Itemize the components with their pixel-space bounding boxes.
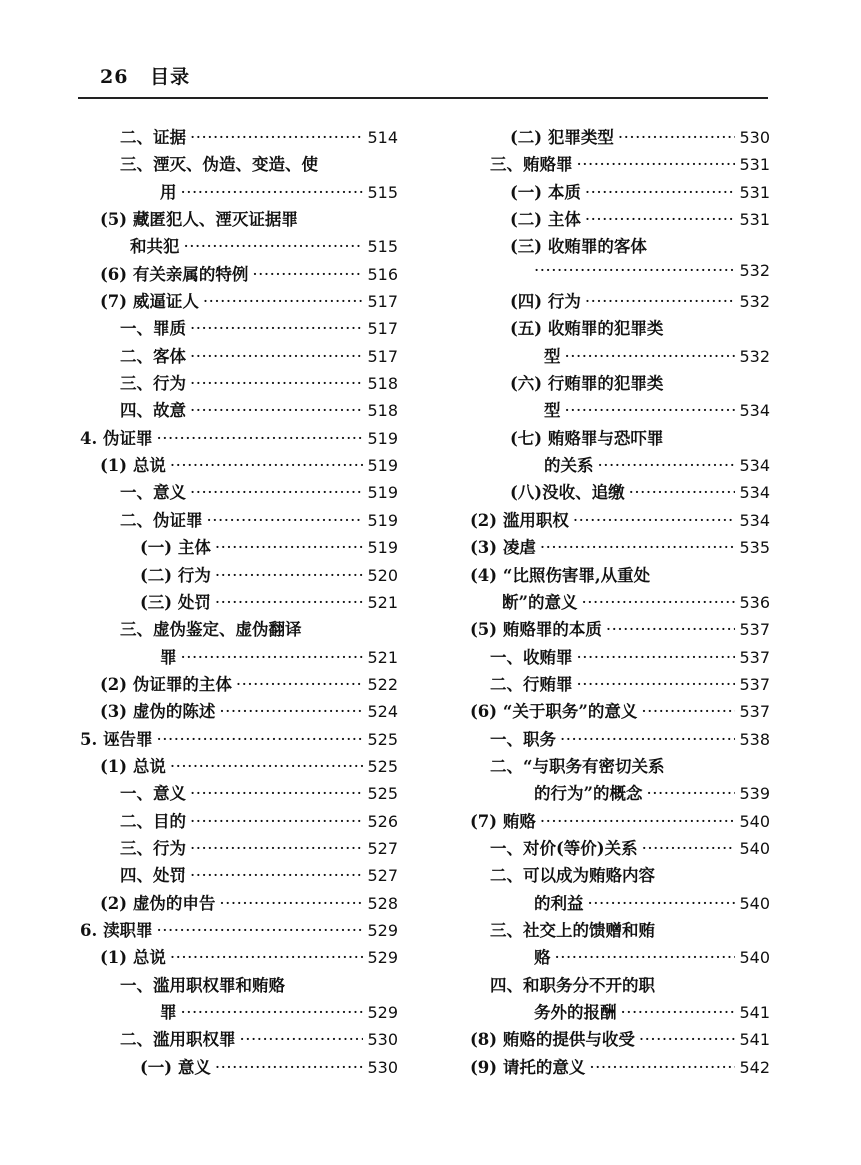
toc-entry bbox=[80, 671, 398, 698]
toc-entry-page: 539 bbox=[739, 784, 770, 804]
toc-entry-page: 529 bbox=[367, 1003, 398, 1022]
toc-entry-title: (2) 虚伪的申告 bbox=[100, 893, 216, 913]
toc-leader-dots bbox=[534, 261, 735, 280]
page-number: 26 bbox=[100, 66, 129, 88]
toc-entry-page: 515 bbox=[367, 237, 398, 257]
toc-leader-dots bbox=[170, 456, 364, 475]
toc-entry bbox=[470, 1054, 770, 1081]
toc-entry bbox=[470, 507, 770, 534]
toc-entry bbox=[470, 233, 770, 260]
toc-entry bbox=[470, 944, 770, 971]
toc-entry bbox=[80, 944, 398, 971]
toc-entry-title: 一、意义 bbox=[120, 784, 186, 804]
toc-entry-page: 521 bbox=[367, 592, 398, 612]
toc-entry-page: 534 bbox=[739, 401, 770, 421]
toc-right-column bbox=[470, 124, 770, 1081]
toc-leader-dots bbox=[181, 1003, 364, 1022]
toc-entry-page: 519 bbox=[367, 428, 398, 448]
toc-entry-title: 二、“与职务有密切关系 bbox=[490, 756, 665, 776]
toc-entry bbox=[80, 780, 398, 807]
toc-entry-page: 525 bbox=[367, 784, 398, 804]
toc-leader-dots bbox=[585, 210, 736, 229]
toc-leader-dots bbox=[184, 237, 364, 256]
toc-entry bbox=[80, 999, 398, 1026]
toc-entry bbox=[470, 370, 770, 397]
toc-entry-title: (七) 贿赂罪与恐吓罪 bbox=[510, 428, 664, 448]
toc-entry-title: 断”的意义 bbox=[502, 592, 578, 612]
toc-entry bbox=[80, 1026, 398, 1053]
toc-leader-dots bbox=[190, 128, 363, 147]
toc-entry-page: 515 bbox=[367, 182, 398, 202]
toc-entry bbox=[80, 890, 398, 917]
toc-leader-dots bbox=[598, 456, 736, 475]
toc-entry bbox=[80, 616, 398, 643]
toc-entry bbox=[470, 616, 770, 643]
toc-leader-dots bbox=[190, 347, 363, 366]
toc-entry bbox=[470, 425, 770, 452]
toc-entry-title: (2) 滥用职权 bbox=[470, 510, 569, 530]
toc-entry bbox=[80, 589, 398, 616]
toc-leader-dots bbox=[240, 1030, 364, 1049]
toc-entry bbox=[470, 343, 770, 370]
toc-leader-dots bbox=[236, 675, 364, 694]
toc-entry-page: 537 bbox=[739, 702, 770, 722]
toc-entry bbox=[80, 233, 398, 260]
toc-entry bbox=[80, 562, 398, 589]
toc-entry-title: 四、和职务分不开的职 bbox=[490, 975, 655, 995]
toc-leader-dots bbox=[647, 784, 736, 803]
toc-leader-dots bbox=[585, 292, 736, 311]
toc-leader-dots bbox=[639, 1030, 736, 1049]
toc-entry bbox=[80, 370, 398, 397]
toc-entry-title: 6. 渎职罪 bbox=[80, 920, 153, 940]
toc-leader-dots bbox=[629, 483, 736, 502]
toc-entry bbox=[470, 780, 770, 807]
toc-entry-page: 514 bbox=[367, 128, 398, 147]
toc-entry bbox=[470, 862, 770, 889]
toc-entry-page: 519 bbox=[367, 483, 398, 503]
toc-entry bbox=[470, 698, 770, 725]
toc-entry bbox=[470, 589, 770, 616]
toc-entry-title: (一) 本质 bbox=[510, 182, 581, 202]
toc-leader-dots bbox=[215, 566, 364, 585]
toc-leader-dots bbox=[555, 948, 736, 967]
toc-leader-dots bbox=[219, 702, 363, 721]
toc-entry-title: 赂 bbox=[534, 948, 551, 968]
toc-entry-page: 519 bbox=[367, 538, 398, 558]
toc-entry bbox=[470, 479, 770, 506]
toc-leader-dots bbox=[190, 839, 363, 858]
toc-leader-dots bbox=[190, 401, 363, 420]
toc-entry bbox=[80, 808, 398, 835]
toc-entry-page: 530 bbox=[739, 128, 770, 147]
toc-leader-dots bbox=[190, 812, 363, 831]
toc-leader-dots bbox=[215, 538, 364, 557]
toc-entry bbox=[470, 206, 770, 233]
toc-entry-page: 531 bbox=[739, 182, 770, 202]
toc-entry bbox=[80, 753, 398, 780]
toc-entry bbox=[470, 644, 770, 671]
toc-entry-title: (三) 处罚 bbox=[140, 592, 211, 612]
toc-entry-title: 三、虚伪鉴定、虚伪翻译 bbox=[120, 620, 302, 640]
toc-entry bbox=[470, 562, 770, 589]
toc-entry-page: 532 bbox=[739, 292, 770, 312]
toc-entry-title: (二) 主体 bbox=[510, 210, 581, 230]
toc-entry-page: 532 bbox=[739, 346, 770, 366]
toc-leader-dots bbox=[582, 593, 736, 612]
toc-entry-title: (二) 犯罪类型 bbox=[510, 128, 614, 147]
toc-entry-title: 二、目的 bbox=[120, 811, 186, 831]
toc-entry-title: 的利益 bbox=[534, 893, 584, 913]
toc-entry-page: 538 bbox=[739, 729, 770, 749]
toc-entry-page: 531 bbox=[739, 155, 770, 175]
toc-entry-title: (8) 贿赂的提供与收受 bbox=[470, 1030, 635, 1050]
toc-entry bbox=[470, 151, 770, 178]
toc-entry-title: 三、贿赂罪 bbox=[490, 155, 573, 175]
toc-leader-dots bbox=[207, 511, 364, 530]
toc-entry bbox=[80, 1054, 398, 1081]
toc-entry bbox=[470, 917, 770, 944]
toc-leader-dots bbox=[181, 183, 364, 202]
toc-entry-page: 520 bbox=[367, 565, 398, 585]
toc-entry bbox=[80, 644, 398, 671]
toc-entry-title: (1) 总说 bbox=[100, 456, 166, 476]
toc-entry-page: 524 bbox=[367, 702, 398, 722]
toc-entry bbox=[80, 534, 398, 561]
toc-leader-dots bbox=[585, 183, 736, 202]
toc-leader-dots bbox=[565, 401, 736, 420]
toc-entry bbox=[470, 452, 770, 479]
toc-entry bbox=[80, 507, 398, 534]
toc-entry bbox=[80, 288, 398, 315]
toc-entry bbox=[80, 862, 398, 889]
toc-entry-title: (一) 意义 bbox=[140, 1057, 211, 1077]
toc-entry-page: 541 bbox=[739, 1003, 770, 1022]
toc-leader-dots bbox=[641, 702, 735, 721]
header-rule bbox=[78, 97, 768, 99]
toc-left-column bbox=[80, 124, 398, 1081]
toc-leader-dots bbox=[190, 784, 363, 803]
toc-entry bbox=[80, 972, 398, 999]
toc-leader-dots bbox=[588, 894, 736, 913]
toc-entry-page: 536 bbox=[739, 592, 770, 612]
toc-entry bbox=[470, 288, 770, 315]
toc-entry-page: 518 bbox=[367, 401, 398, 421]
toc-entry-title: 和共犯 bbox=[130, 237, 180, 257]
toc-entry bbox=[80, 124, 398, 151]
toc-leader-dots bbox=[156, 921, 363, 940]
toc-leader-dots bbox=[203, 292, 364, 311]
toc-entry-title: 一、滥用职权罪和贿赂 bbox=[120, 975, 285, 995]
toc-entry-title: 的行为”的概念 bbox=[534, 784, 643, 804]
toc-leader-dots bbox=[190, 483, 363, 502]
toc-entry-page: 540 bbox=[739, 838, 770, 858]
toc-entry-title: (一) 主体 bbox=[140, 538, 211, 558]
toc-entry-title: 型 bbox=[544, 401, 561, 421]
toc-leader-dots bbox=[577, 675, 736, 694]
toc-entry-page: 534 bbox=[739, 510, 770, 530]
toc-entry bbox=[80, 179, 398, 206]
toc-entry-title: 三、行为 bbox=[120, 374, 186, 394]
toc-leader-dots bbox=[181, 648, 364, 667]
toc-entry-title: 三、行为 bbox=[120, 838, 186, 858]
toc-entry-page: 540 bbox=[739, 948, 770, 968]
toc-entry-title: (5) 藏匿犯人、湮灭证据罪 bbox=[100, 210, 298, 230]
toc-entry-page: 530 bbox=[367, 1057, 398, 1077]
toc-entry-page: 534 bbox=[739, 456, 770, 476]
toc-entry bbox=[470, 835, 770, 862]
toc-entry-page: 516 bbox=[367, 264, 398, 284]
toc-entry-page: 540 bbox=[739, 811, 770, 831]
toc-entry-page: 532 bbox=[739, 260, 770, 280]
page-header bbox=[100, 62, 190, 89]
toc-entry bbox=[80, 151, 398, 178]
toc-entry bbox=[80, 315, 398, 342]
toc-entry bbox=[470, 315, 770, 342]
toc-entry bbox=[470, 972, 770, 999]
toc-entry-page: 518 bbox=[367, 374, 398, 394]
toc-entry-page: 530 bbox=[367, 1030, 398, 1050]
toc-entry-page: 529 bbox=[367, 948, 398, 968]
toc-entry bbox=[470, 808, 770, 835]
toc-entry-title: 用 bbox=[160, 182, 177, 202]
toc-leader-dots bbox=[190, 866, 363, 885]
toc-entry-title: (7) 威逼证人 bbox=[100, 292, 199, 312]
toc-entry-page: 525 bbox=[367, 729, 398, 749]
toc-entry-title: (5) 贿赂罪的本质 bbox=[470, 620, 602, 640]
toc-entry-page: 517 bbox=[367, 346, 398, 366]
toc-entry-title: (7) 贿赂 bbox=[470, 811, 536, 831]
toc-leader-dots bbox=[573, 511, 736, 530]
toc-leader-dots bbox=[642, 839, 736, 858]
toc-entry-title: 型 bbox=[544, 346, 561, 366]
toc-entry-title: (6) “关于职务”的意义 bbox=[470, 702, 638, 722]
toc-entry-page: 521 bbox=[367, 647, 398, 667]
toc-entry bbox=[470, 179, 770, 206]
toc-leader-dots bbox=[252, 265, 363, 284]
toc-entry-title: 的关系 bbox=[544, 456, 594, 476]
toc-entry-title: 4. 伪证罪 bbox=[80, 428, 153, 448]
toc-entry-title: (1) 总说 bbox=[100, 948, 166, 968]
toc-entry-title: 三、湮灭、伪造、变造、使 bbox=[120, 155, 318, 175]
toc-leader-dots bbox=[156, 730, 363, 749]
toc-entry-title: (五) 收贿罪的犯罪类 bbox=[510, 319, 664, 339]
toc-leader-dots bbox=[621, 1003, 736, 1022]
toc-entry-page: 527 bbox=[367, 866, 398, 886]
toc-entry-title: (4) “比照伤害罪,从重处 bbox=[470, 565, 651, 585]
toc-entry-page: 525 bbox=[367, 756, 398, 776]
toc-entry-title: 二、客体 bbox=[120, 346, 186, 366]
toc-entry-page: 537 bbox=[739, 647, 770, 667]
toc-entry-page: 531 bbox=[739, 210, 770, 230]
toc-entry bbox=[470, 534, 770, 561]
toc-leader-dots bbox=[577, 155, 736, 174]
toc-entry-title: (3) 虚伪的陈述 bbox=[100, 702, 216, 722]
toc-entry-page: 535 bbox=[739, 538, 770, 558]
toc-entry bbox=[80, 206, 398, 233]
toc-entry bbox=[470, 890, 770, 917]
toc-leader-dots bbox=[540, 812, 736, 831]
toc-entry-title: (6) 有关亲属的特例 bbox=[100, 264, 249, 284]
toc-entry-page: 517 bbox=[367, 292, 398, 312]
toc-entry-page: 527 bbox=[367, 838, 398, 858]
toc-entry-title: 四、故意 bbox=[120, 401, 186, 421]
toc-entry bbox=[470, 999, 770, 1026]
toc-leader-dots bbox=[540, 538, 736, 557]
toc-leader-dots bbox=[589, 1058, 735, 1077]
toc-entry bbox=[80, 261, 398, 288]
toc-entry-page: 542 bbox=[739, 1057, 770, 1077]
toc-entry-title: (3) 凌虐 bbox=[470, 538, 536, 558]
toc-entry-title: (9) 请托的意义 bbox=[470, 1057, 586, 1077]
toc-leader-dots bbox=[560, 730, 735, 749]
toc-entry bbox=[470, 671, 770, 698]
toc-entry-page: 541 bbox=[739, 1030, 770, 1050]
toc-entry bbox=[470, 261, 770, 288]
toc-entry bbox=[80, 698, 398, 725]
toc-leader-dots bbox=[170, 757, 364, 776]
toc-leader-dots bbox=[170, 948, 364, 967]
toc-entry-title: 二、证据 bbox=[120, 128, 186, 147]
toc-entry-title: (1) 总说 bbox=[100, 756, 166, 776]
toc-entry-title: 一、罪质 bbox=[120, 319, 186, 339]
toc-entry-title: (二) 行为 bbox=[140, 565, 211, 585]
toc-entry bbox=[470, 124, 770, 151]
toc-entry bbox=[470, 726, 770, 753]
toc-entry-title: (2) 伪证罪的主体 bbox=[100, 674, 232, 694]
toc-entry-title: 一、意义 bbox=[120, 483, 186, 503]
toc-entry-title: 四、处罚 bbox=[120, 866, 186, 886]
toc-entry bbox=[80, 835, 398, 862]
toc-entry-title: 5. 诬告罪 bbox=[80, 729, 153, 749]
toc-entry-page: 537 bbox=[739, 620, 770, 640]
toc-entry-page: 540 bbox=[739, 893, 770, 913]
toc-leader-dots bbox=[215, 593, 364, 612]
toc-entry-title: (四) 行为 bbox=[510, 292, 581, 312]
toc-leader-dots bbox=[190, 319, 363, 338]
toc-entry bbox=[80, 425, 398, 452]
toc-leader-dots bbox=[190, 374, 363, 393]
toc-leader-dots bbox=[215, 1058, 364, 1077]
toc-entry bbox=[80, 452, 398, 479]
page-title: 目录 bbox=[150, 66, 191, 88]
toc-entry bbox=[80, 397, 398, 424]
toc-entry bbox=[470, 1026, 770, 1053]
toc-leader-dots bbox=[156, 429, 363, 448]
toc-entry-title: 一、收贿罪 bbox=[490, 647, 573, 667]
toc-entry-title: 一、职务 bbox=[490, 729, 556, 749]
toc-entry-title: (三) 收贿罪的客体 bbox=[510, 237, 647, 257]
toc-leader-dots bbox=[618, 128, 736, 147]
toc-entry-page: 529 bbox=[367, 920, 398, 940]
toc-entry-page: 522 bbox=[367, 674, 398, 694]
toc-entry-title: 务外的报酬 bbox=[534, 1003, 617, 1022]
toc-entry bbox=[80, 917, 398, 944]
toc-entry-title: 二、滥用职权罪 bbox=[120, 1030, 236, 1050]
toc-entry-page: 534 bbox=[739, 483, 770, 503]
toc-entry-page: 526 bbox=[367, 811, 398, 831]
toc-leader-dots bbox=[565, 347, 736, 366]
toc-entry-title: (八)没收、追缴 bbox=[510, 483, 625, 503]
toc-entry-title: (六) 行贿罪的犯罪类 bbox=[510, 374, 664, 394]
toc-entry bbox=[80, 726, 398, 753]
toc-entry-page: 519 bbox=[367, 456, 398, 476]
toc-entry-page: 517 bbox=[367, 319, 398, 339]
toc-entry-page: 537 bbox=[739, 674, 770, 694]
toc-entry-page: 519 bbox=[367, 510, 398, 530]
toc-entry-page: 528 bbox=[367, 893, 398, 913]
toc-entry-title: 二、伪证罪 bbox=[120, 510, 203, 530]
toc-leader-dots bbox=[606, 620, 736, 639]
toc-entry-title: 一、对价(等价)关系 bbox=[490, 838, 638, 858]
toc-leader-dots bbox=[219, 894, 363, 913]
toc-entry-title: 二、行贿罪 bbox=[490, 674, 573, 694]
toc-entry-title: 罪 bbox=[160, 1003, 177, 1022]
toc-entry bbox=[80, 343, 398, 370]
toc-entry-title: 罪 bbox=[160, 647, 177, 667]
toc-entry-title: 二、可以成为贿赂内容 bbox=[490, 866, 655, 886]
toc-entry bbox=[470, 753, 770, 780]
toc-entry-title: 三、社交上的馈赠和贿 bbox=[490, 920, 655, 940]
toc-leader-dots bbox=[577, 648, 736, 667]
toc-entry bbox=[80, 479, 398, 506]
toc-entry bbox=[470, 397, 770, 424]
